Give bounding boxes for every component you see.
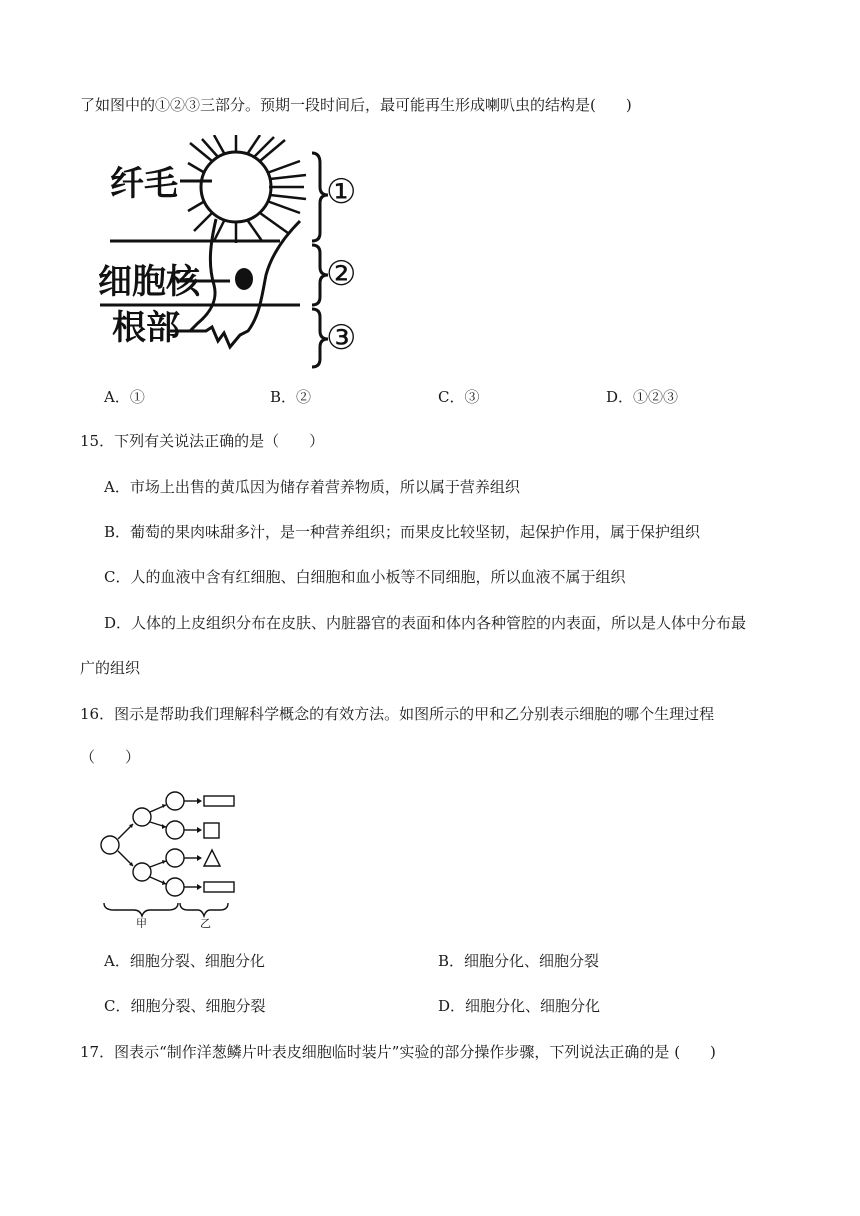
label-cilia: 纤毛 <box>110 164 178 204</box>
q16-stem-paren: （ ） <box>80 748 141 766</box>
label-part1: ① <box>326 172 357 212</box>
q16-option-c[interactable]: C．细胞分裂、细胞分裂 <box>104 997 266 1015</box>
label-jia: 甲 <box>136 917 147 928</box>
q16-stem: 16．图示是帮助我们理解科学概念的有效方法。如图所示的甲和乙分别表示细胞的哪个生理过程 <box>80 705 715 723</box>
q15-option-b[interactable]: B．葡萄的果肉味甜多汁，是一种营养组织；而果皮比较坚韧，起保护作用，属于保护组织 <box>104 523 701 541</box>
q15-stem: 15．下列有关说法正确的是（ ） <box>80 432 325 450</box>
q17-stem: 17．图表示“制作洋葱鳞片叶表皮细胞临时装片”实验的部分操作步骤，下列说法正确的是 ( ) <box>80 1043 716 1061</box>
q15-option-d[interactable]: D．人体的上皮组织分布在皮肤、内脏器官的表面和体内各种管腔的内表面，所以是人体中分布最 <box>104 614 747 632</box>
label-root: 根部 <box>112 308 180 348</box>
q14-option-b[interactable]: B．② <box>270 388 312 406</box>
q16-option-d[interactable]: D．细胞分化、细胞分化 <box>438 997 601 1015</box>
q16-option-b[interactable]: B．细胞分化、细胞分裂 <box>438 952 600 970</box>
q14-option-d[interactable]: D．①②③ <box>606 388 679 406</box>
trumpet-organism-figure <box>90 135 380 370</box>
q15-option-d-wrap: 广的组织 <box>80 659 141 677</box>
label-nucleus: 细胞核 <box>98 262 200 302</box>
q16-option-a[interactable]: A．细胞分裂、细胞分化 <box>104 952 265 970</box>
q15-option-c[interactable]: C．人的血液中含有红细胞、白细胞和血小板等不同细胞，所以血液不属于组织 <box>104 568 626 586</box>
q14-option-a[interactable]: A．① <box>104 388 145 406</box>
q15-option-a[interactable]: A．市场上出售的黄瓜因为储存着营养物质，所以属于营养组织 <box>104 478 520 496</box>
label-yi: 乙 <box>200 917 211 928</box>
cilia-rays <box>188 135 306 243</box>
q14-stem-tail: 了如图中的①②③三部分。预期一段时间后，最可能再生形成喇叭虫的结构是( ) <box>80 96 632 114</box>
label-part3: ③ <box>326 318 357 358</box>
label-part2: ② <box>326 254 357 294</box>
q14-option-c[interactable]: C．③ <box>438 388 480 406</box>
nucleus-dot <box>235 268 253 290</box>
cell-process-figure <box>96 786 246 928</box>
oral-disc <box>201 152 271 222</box>
